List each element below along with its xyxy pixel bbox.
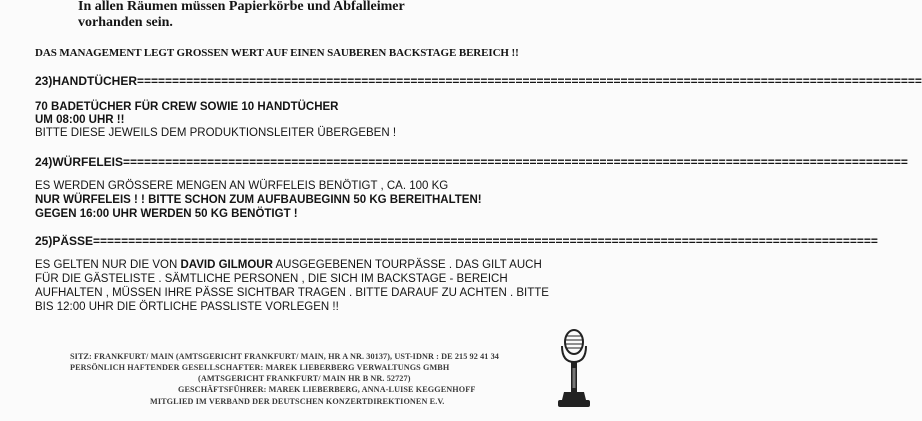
artist-name: DAVID GILMOUR: [180, 259, 273, 271]
heading-rule: ================================================================================================================: [93, 234, 878, 248]
intro-line-1: In allen Räumen müssen Papierkörbe und Abfalleimer: [78, 0, 405, 14]
paesse-line-3: AUFHALTEN , MÜSSEN IHRE PÄSSE SICHTBAR TRAGEN . BITTE DARAUF ZU ACHTEN . BITTE: [35, 287, 549, 299]
heading-label: 23)HANDTÜCHER: [35, 74, 138, 88]
wuerfeleis-line-1: ES WERDEN GRÖSSERE MENGEN AN WÜRFELEIS BENÖTIGT , CA. 100 KG: [35, 180, 449, 192]
heading-rule: ================================================================================================================: [123, 155, 908, 169]
section-heading-handtuecher: [35, 74, 922, 88]
paesse-line-1: [35, 259, 542, 271]
footer-line-3: (AMTSGERICHT FRANKFURT/ MAIN HR B NR. 52727): [198, 374, 411, 383]
section-heading-wuerfeleis: [35, 155, 908, 169]
paesse-line-1-start: ES GELTEN NUR DIE VON: [35, 259, 181, 271]
footer-line-1: SITZ: FRANKFURT/ MAIN (AMTSGERICHT FRANKFURT/ MAIN, HR A NR. 30137), UST-IDNR : DE 215 92 41 34: [70, 352, 500, 361]
paesse-line-2: FÜR DIE GÄSTELISTE . SÄMTLICHE PERSONEN , DIE SICH IM BACKSTAGE - BEREICH: [35, 273, 508, 285]
microphone-icon: [552, 328, 596, 414]
wuerfeleis-line-2: NUR WÜRFELEIS ! ! BITTE SCHON ZUM AUFBAUBEGINN 50 KG BEREITHALTEN!: [35, 194, 482, 206]
management-note: DAS MANAGEMENT LEGT GROSSEN WERT AUF EINEN SAUBEREN BACKSTAGE BEREICH !!: [35, 47, 519, 59]
intro-line-2: vorhanden sein.: [78, 15, 173, 30]
paesse-line-4: BIS 12:00 UHR DIE ÖRTLICHE PASSLISTE VORLEGEN !!: [35, 301, 339, 313]
paesse-line-1-end: AUSGEGEBENEN TOURPÄSSE . DAS GILT AUCH: [272, 259, 542, 271]
footer-line-4: GESCHÄFTSFÜHRER: MAREK LIEBERBERG, ANNA-LUISE KEGGENHOFF: [178, 385, 476, 394]
heading-rule: ================================================================================================================: [137, 74, 922, 88]
handtuecher-line-2: UM 08:00 UHR !!: [35, 114, 125, 126]
handtuecher-line-3: BITTE DIESE JEWEILS DEM PRODUKTIONSLEITER ÜBERGEBEN !: [35, 127, 397, 139]
footer-line-2: PERSÖNLICH HAFTENDER GESELLSCHAFTER: MAREK LIEBERBERG VERWALTUNGS GMBH: [70, 363, 450, 372]
heading-label: 24)WÜRFELEIS: [35, 155, 124, 169]
section-heading-paesse: [35, 234, 878, 248]
handtuecher-line-1: 70 BADETÜCHER FÜR CREW SOWIE 10 HANDTÜCHER: [35, 101, 339, 113]
wuerfeleis-line-3: GEGEN 16:00 UHR WERDEN 50 KG BENÖTIGT !: [35, 208, 298, 220]
footer-line-5: MITGLIED IM VERBAND DER DEUTSCHEN KONZERTDIREKTIONEN E.V.: [150, 397, 445, 406]
heading-label: 25)PÄSSE: [35, 234, 94, 248]
